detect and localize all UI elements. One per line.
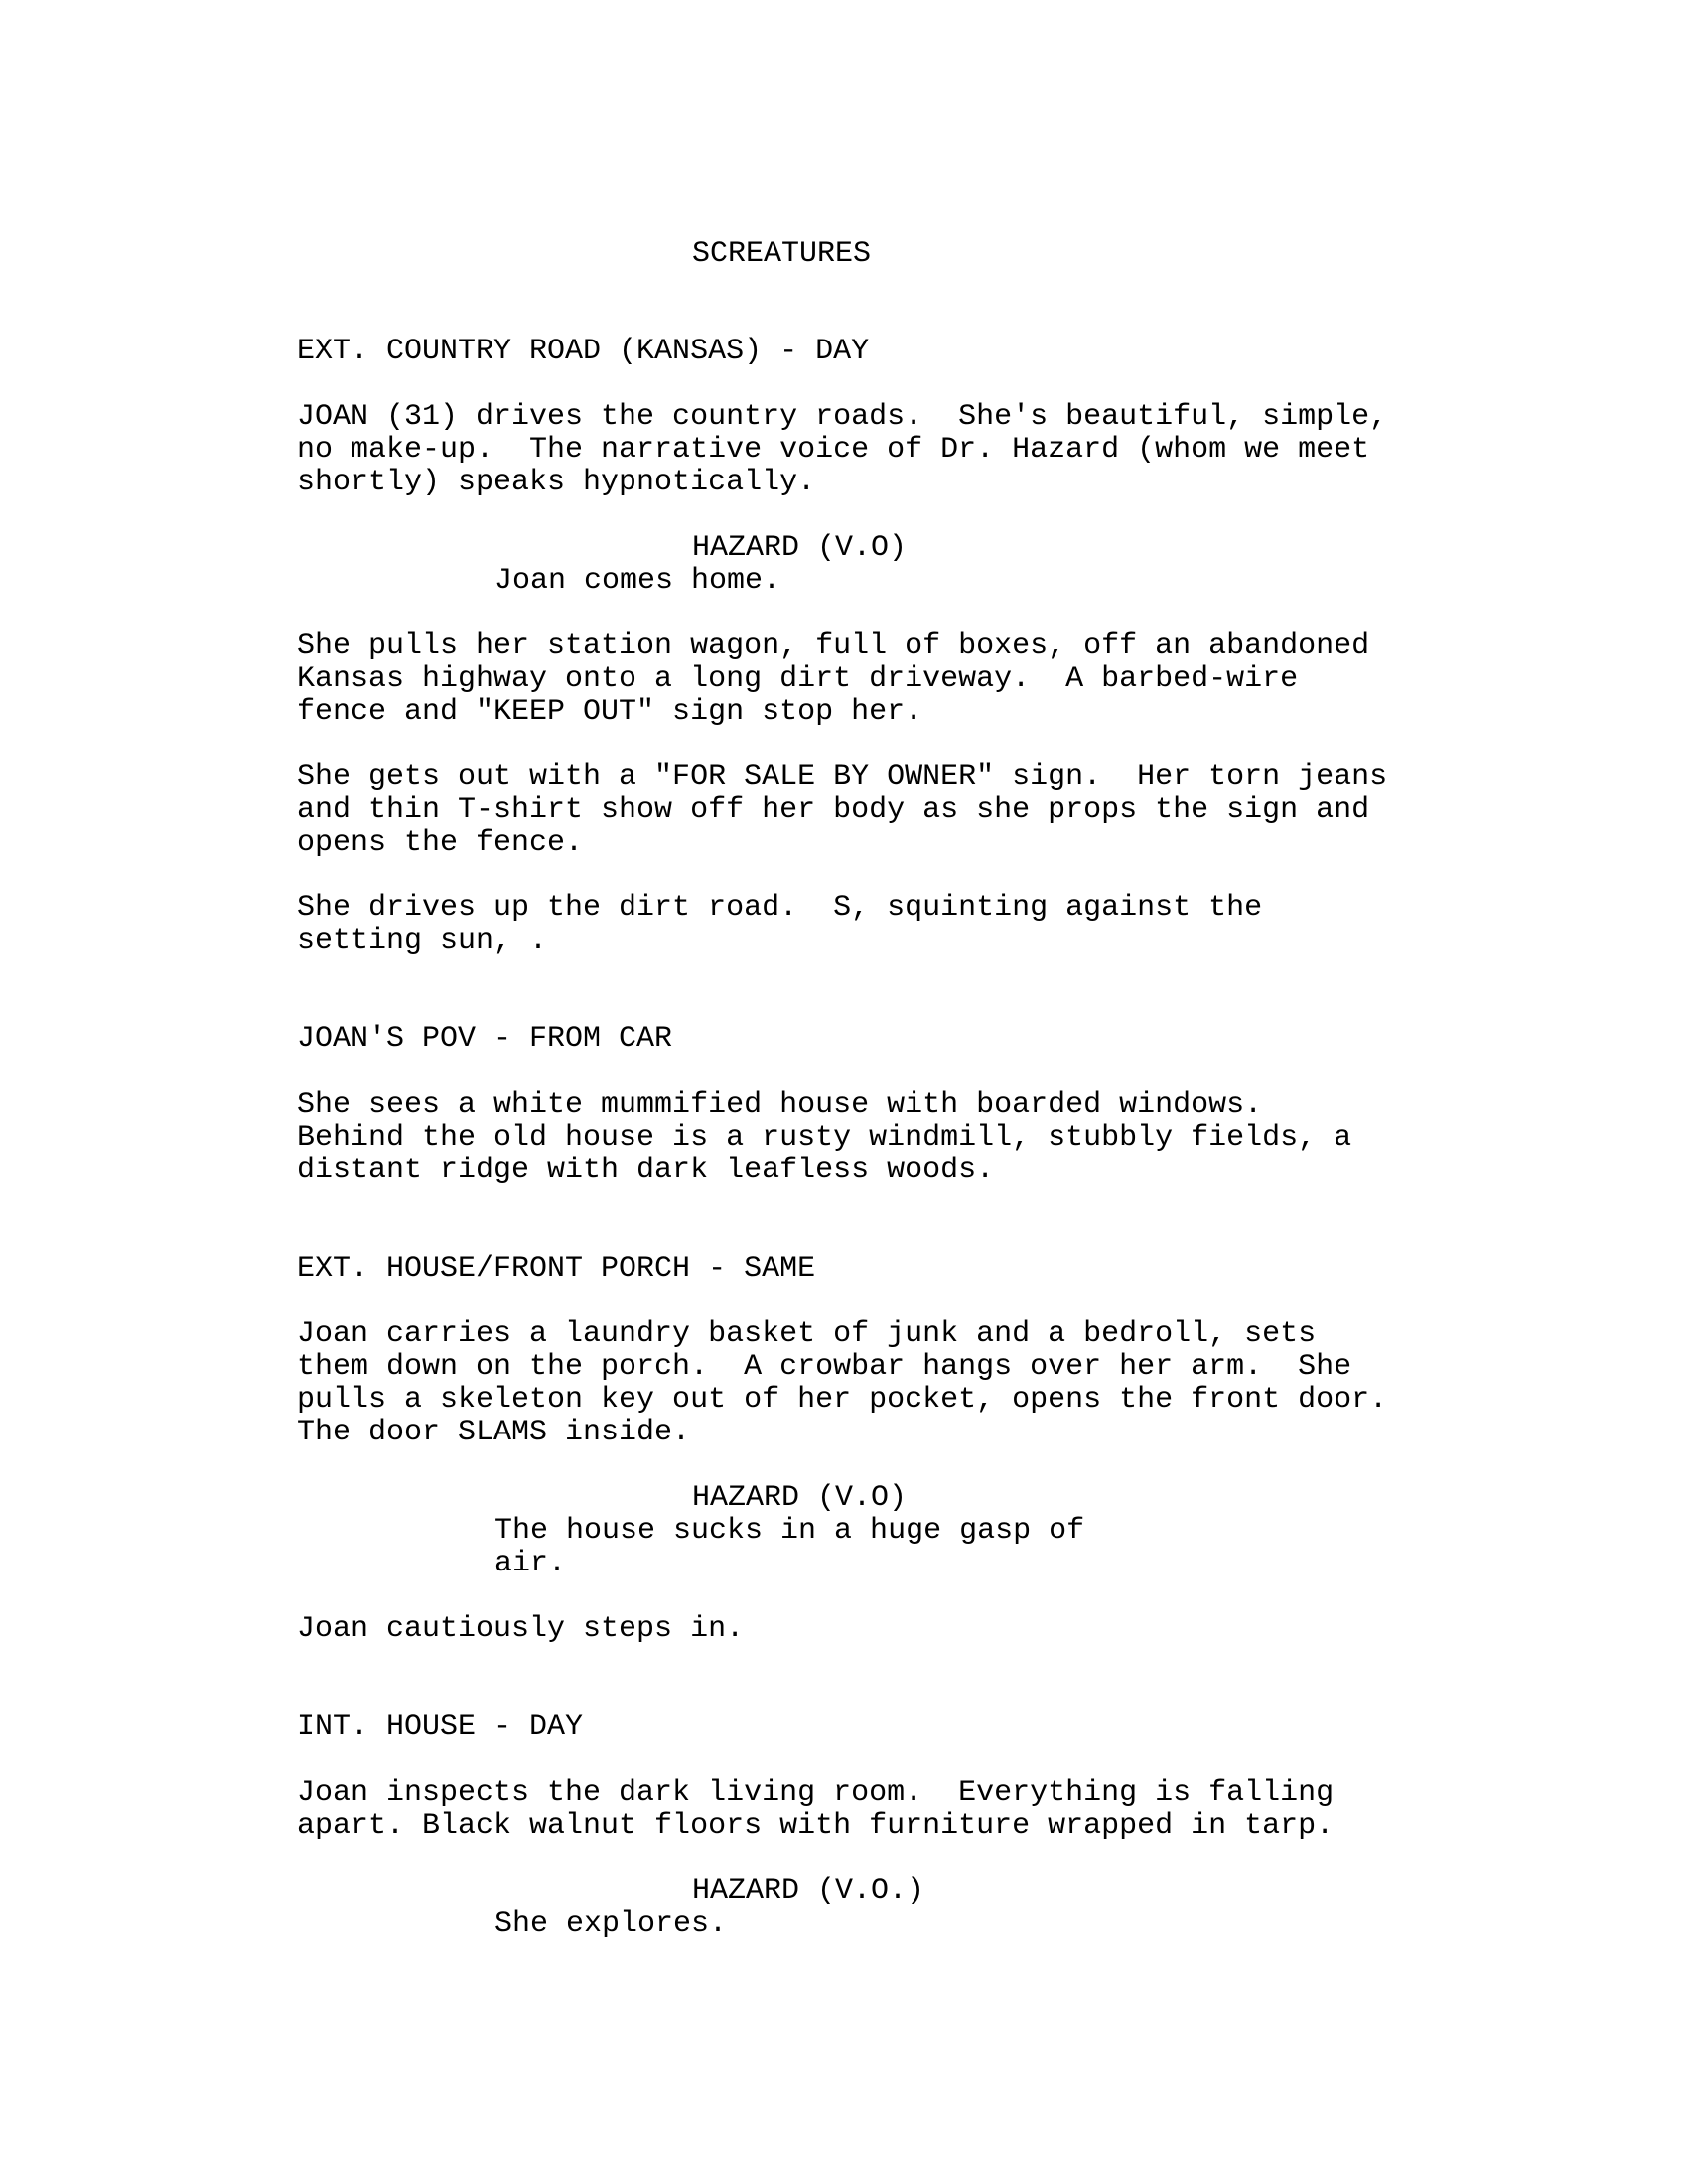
action-line: apart. Black walnut floors with furniture wrapped in tarp. (297, 1809, 1335, 1843)
action-line: and thin T-shirt show off her body as she props the sign and (297, 793, 1370, 827)
dialogue-line: She explores. (494, 1907, 728, 1941)
action-line: Joan carries a laundry basket of junk and a bedroll, sets (297, 1317, 1317, 1351)
dialogue-line: The house sucks in a huge gasp of (494, 1514, 1085, 1548)
scene-heading-int-house: INT. HOUSE - DAY (297, 1710, 584, 1744)
action-line: JOAN (31) drives the country roads. She's beautiful, simple, (297, 400, 1388, 434)
scene-heading-country-road: EXT. COUNTRY ROAD (KANSAS) - DAY (297, 335, 870, 368)
character-cue: HAZARD (V.O) (692, 1481, 908, 1515)
action-line: shortly) speaks hypnotically. (297, 466, 816, 499)
action-line: Behind the old house is a rusty windmill, stubbly fields, a (297, 1121, 1352, 1155)
character-cue: HAZARD (V.O.) (692, 1874, 925, 1908)
action-line: distant ridge with dark leafless woods. (297, 1154, 995, 1187)
action-line: Joan cautiously steps in. (297, 1612, 745, 1646)
dialogue-line: air. (494, 1547, 567, 1580)
action-line: She pulls her station wagon, full of boxes, off an abandoned (297, 629, 1370, 663)
action-line: them down on the porch. A crowbar hangs over her arm. She (297, 1350, 1352, 1384)
scene-heading-front-porch: EXT. HOUSE/FRONT PORCH - SAME (297, 1252, 816, 1286)
script-title: SCREATURES (692, 237, 872, 271)
action-line: The door SLAMS inside. (297, 1416, 691, 1449)
character-cue: HAZARD (V.O) (692, 531, 908, 565)
action-line: Kansas highway onto a long dirt driveway. A barbed-wire (297, 662, 1299, 696)
dialogue-line: Joan comes home. (494, 564, 781, 598)
scene-heading-joans-pov: JOAN'S POV - FROM CAR (297, 1023, 673, 1056)
action-line: She drives up the dirt road. S, squinting against the (297, 891, 1263, 925)
action-line: no make-up. The narrative voice of Dr. Hazard (whom we meet (297, 433, 1370, 467)
action-line: fence and "KEEP OUT" sign stop her. (297, 695, 923, 729)
action-line: She gets out with a "FOR SALE BY OWNER" sign. Her torn jeans (297, 760, 1388, 794)
action-line: setting sun, . (297, 924, 548, 958)
action-line: She sees a white mummified house with boarded windows. (297, 1088, 1263, 1122)
action-line: opens the fence. (297, 826, 584, 860)
action-line: pulls a skeleton key out of her pocket, opens the front door. (297, 1383, 1388, 1417)
action-line: Joan inspects the dark living room. Everything is falling (297, 1776, 1335, 1810)
